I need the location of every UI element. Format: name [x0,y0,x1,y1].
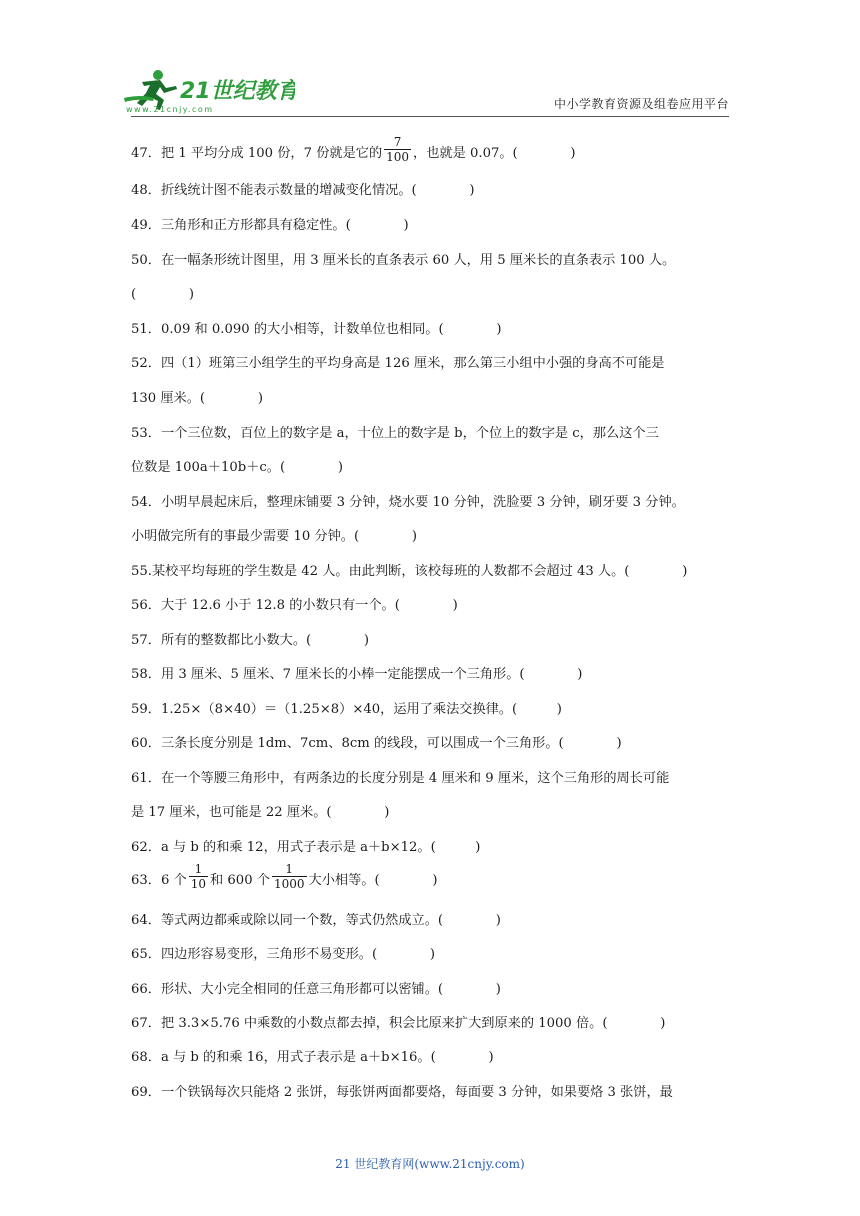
fraction-denominator: 10 [190,877,207,891]
fraction [384,135,411,164]
question-text: 63．6 个 [131,873,187,888]
question-line: 57．所有的整数都比小数大。( ) [131,633,370,648]
svg-text:www.21cnjy.com: www.21cnjy.com [126,105,214,114]
platform-name: 中小学教育资源及组卷应用平台 [553,97,729,111]
header-divider [131,116,729,117]
svg-text:21世纪教育: 21世纪教育 [180,79,295,104]
question-text: ，也就是 0.07。( ) [413,146,576,161]
question-line: 小明做完所有的事最少需要 10 分钟。( ) [131,529,418,544]
question-line: 50．在一幅条形统计图里，用 3 厘米长的直条表示 60 人，用 5 厘米长的直条表示 100 人。 [131,253,676,268]
question-line: 56．大于 12.6 小于 12.8 的小数只有一个。( ) [131,598,458,613]
question-line: 48．折线统计图不能表示数量的增减变化情况。( ) [131,183,475,198]
question-line: 62．a 与 b 的和乘 12，用式子表示是 a＋b×12。( ) [131,840,481,855]
question-line: 67．把 3.3×5.76 中乘数的小数点都去掉，积会比原来扩大到原来的 1000 倍。( ) [131,1016,666,1031]
question-line [131,135,741,164]
question-line: 55.某校平均每班的学生数是 42 人。由此判断，该校每班的人数都不会超过 43 人。( ) [131,564,688,579]
question-line [131,862,741,891]
fraction-numerator: 1 [285,862,294,876]
fraction [189,862,208,891]
question-text: 和 600 个 [210,873,270,888]
fraction [272,862,307,891]
question-line: 60．三条长度分别是 1dm、7cm、8cm 的线段，可以围成一个三角形。( ) [131,736,622,751]
question-line: 130 厘米。( ) [131,391,263,406]
site-logo [120,68,295,114]
question-line: 68．a 与 b 的和乘 16，用式子表示是 a＋b×16。( ) [131,1050,494,1065]
fraction-denominator: 100 [386,150,410,164]
question-line: 59．1.25×（8×40）＝（1.25×8）×40，运用了乘法交换律。( ) [131,702,562,717]
question-line: ( ) [131,287,195,302]
question-line: 49．三角形和正方形都具有稳定性。( ) [131,218,409,233]
fraction-denominator: 1000 [273,877,305,891]
question-line: 53．一个三位数，百位上的数字是 a，十位上的数字是 b，个位上的数字是 c，那么这个三 [131,426,659,441]
question-line: 54．小明早晨起床后，整理床铺要 3 分钟，烧水要 10 分钟，洗脸要 3 分钟，刷牙要 3 分钟。 [131,495,685,510]
question-text: 大小相等。( ) [308,873,438,888]
fraction-numerator: 7 [393,135,402,149]
question-line: 58．用 3 厘米、5 厘米、7 厘米长的小棒一定能摆成一个三角形。( ) [131,667,583,682]
footer-link[interactable]: 21 世纪教育网(www.21cnjy.com) [335,1157,525,1171]
question-line: 位数是 100a＋10b＋c。( ) [131,460,343,475]
question-line: 52．四（1）班第三小组学生的平均身高是 126 厘米，那么第三小组中小强的身高不可能是 [131,356,665,371]
question-line: 51．0.09 和 0.090 的大小相等，计数单位也相同。( ) [131,322,502,337]
question-line: 69．一个铁锅每次只能烙 2 张饼，每张饼两面都要烙，每面要 3 分钟，如果要烙 3 张饼，最 [131,1085,673,1100]
question-line: 61．在一个等腰三角形中，有两条边的长度分别是 4 厘米和 9 厘米，这个三角形的周长可能 [131,771,670,786]
question-line: 64．等式两边都乘或除以同一个数，等式仍然成立。( ) [131,913,501,928]
question-line: 66．形状、大小完全相同的任意三角形都可以密铺。( ) [131,982,501,997]
runner-logo-icon [120,68,295,114]
question-line: 是 17 厘米，也可能是 22 厘米。( ) [131,805,390,820]
question-line: 65．四边形容易变形，三角形不易变形。( ) [131,947,436,962]
fraction-numerator: 1 [194,862,203,876]
question-text: 47．把 1 平均分成 100 份，7 份就是它的 [131,146,383,161]
